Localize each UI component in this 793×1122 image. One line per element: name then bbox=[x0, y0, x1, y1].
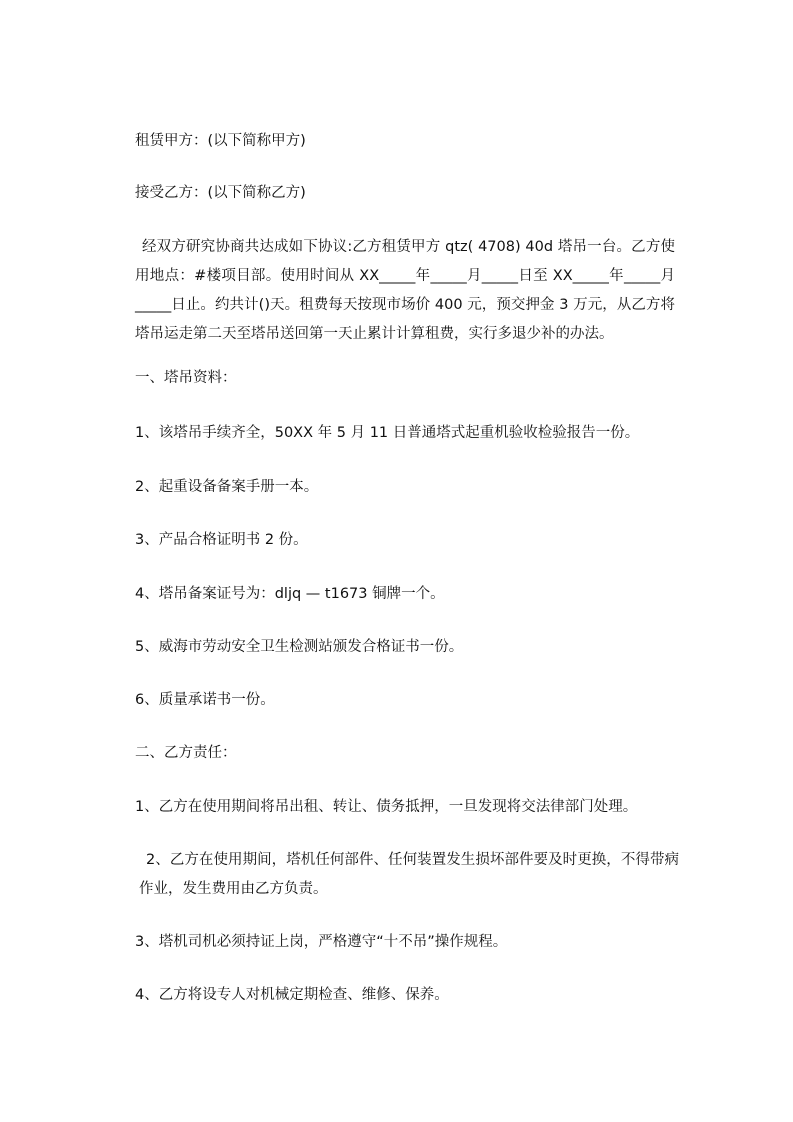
intro-paragraph: 经双方研究协商共达成如下协议:乙方租赁甲方 qtz( 4708) 40d 塔吊一台。乙方使用地点：#楼项目部。使用时间从 XX_____年_____月_____日至 XX_____年_____月_____日止。约共计()天。租费每天按现市场价 400 元，预交押金 3 万元，从乙方将塔吊运走第二天至塔吊送回第一天止累计计算租费，实行多退少补的办法。 bbox=[135, 239, 675, 342]
lessee-line: 接受乙方：(以下简称乙方) bbox=[135, 185, 306, 201]
section1-item: 2、起重设备备案手册一本。 bbox=[135, 479, 319, 495]
section2-item: 4、乙方将设专人对机械定期检查、维修、保养。 bbox=[135, 987, 449, 1003]
section2-item: 2、乙方在使用期间，塔机任何部件、任何装置发生损坏部件要及时更换，不得带病作业，发生费用由乙方负责。 bbox=[139, 852, 679, 897]
section2-item: 3、塔机司机必须持证上岗，严格遵守“十不吊”操作规程。 bbox=[135, 934, 508, 950]
section1-item: 6、质量承诺书一份。 bbox=[135, 692, 275, 708]
section1-heading: 一、塔吊资料： bbox=[135, 370, 237, 386]
section1-item: 3、产品合格证明书 2 份。 bbox=[135, 532, 308, 548]
section1-item: 5、威海市劳动安全卫生检测站颁发合格证书一份。 bbox=[135, 639, 464, 655]
section2-item: 1、乙方在使用期间将吊出租、转让、债务抵押，一旦发现将交法律部门处理。 bbox=[135, 799, 638, 815]
lessor-line: 租赁甲方：(以下简称甲方) bbox=[135, 133, 306, 149]
section2-heading: 二、乙方责任： bbox=[135, 745, 237, 761]
section1-item: 1、该塔吊手续齐全，50XX 年 5 月 11 日普通塔式起重机验收检验报告一份。 bbox=[135, 425, 640, 441]
section1-item: 4、塔吊备案证号为：dljq — t1673 铜牌一个。 bbox=[135, 586, 445, 602]
